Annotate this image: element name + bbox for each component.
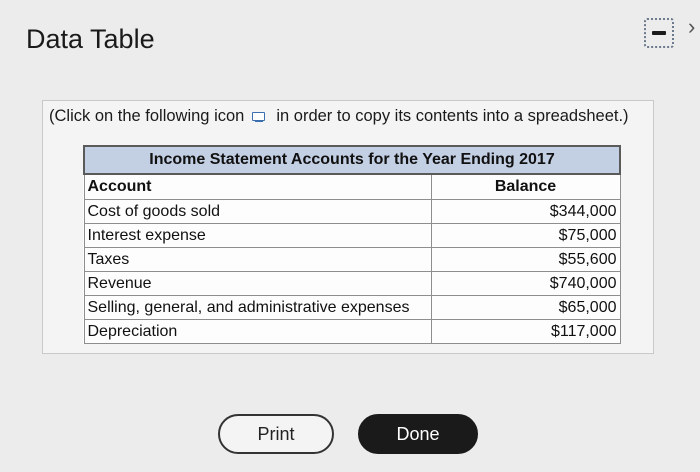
account-cell: Selling, general, and administrative expenses <box>84 296 431 320</box>
data-table-panel <box>42 100 654 354</box>
instruction-text-before: (Click on the following icon <box>49 107 245 125</box>
copy-to-spreadsheet-icon[interactable] <box>252 111 266 123</box>
income-statement-table <box>83 145 621 344</box>
table-row <box>84 296 620 320</box>
instruction-text-after: in order to copy its contents into a spreadsheet.) <box>276 107 629 125</box>
account-cell: Depreciation <box>84 320 431 344</box>
account-cell: Cost of goods sold <box>84 200 431 224</box>
done-button[interactable]: Done <box>358 414 478 454</box>
close-icon[interactable]: › <box>688 14 696 39</box>
column-header-balance: Balance <box>431 174 620 200</box>
balance-cell: $65,000 <box>431 296 620 320</box>
balance-cell: $117,000 <box>431 320 620 344</box>
table-row <box>84 200 620 224</box>
account-cell: Revenue <box>84 272 431 296</box>
table-row <box>84 320 620 344</box>
table-row <box>84 224 620 248</box>
table-row <box>84 272 620 296</box>
copy-instruction <box>49 107 629 126</box>
table-header-row <box>84 174 620 200</box>
column-header-account: Account <box>84 174 431 200</box>
balance-cell: $740,000 <box>431 272 620 296</box>
balance-cell: $75,000 <box>431 224 620 248</box>
balance-cell: $344,000 <box>431 200 620 224</box>
minimize-icon <box>652 31 666 35</box>
table-caption: Income Statement Accounts for the Year Ending 2017 <box>84 146 620 174</box>
balance-cell: $55,600 <box>431 248 620 272</box>
account-cell: Interest expense <box>84 224 431 248</box>
account-cell: Taxes <box>84 248 431 272</box>
dialog-title: Data Table <box>26 24 155 54</box>
table-row <box>84 248 620 272</box>
print-button[interactable]: Print <box>218 414 334 454</box>
minimize-button[interactable] <box>644 18 674 48</box>
